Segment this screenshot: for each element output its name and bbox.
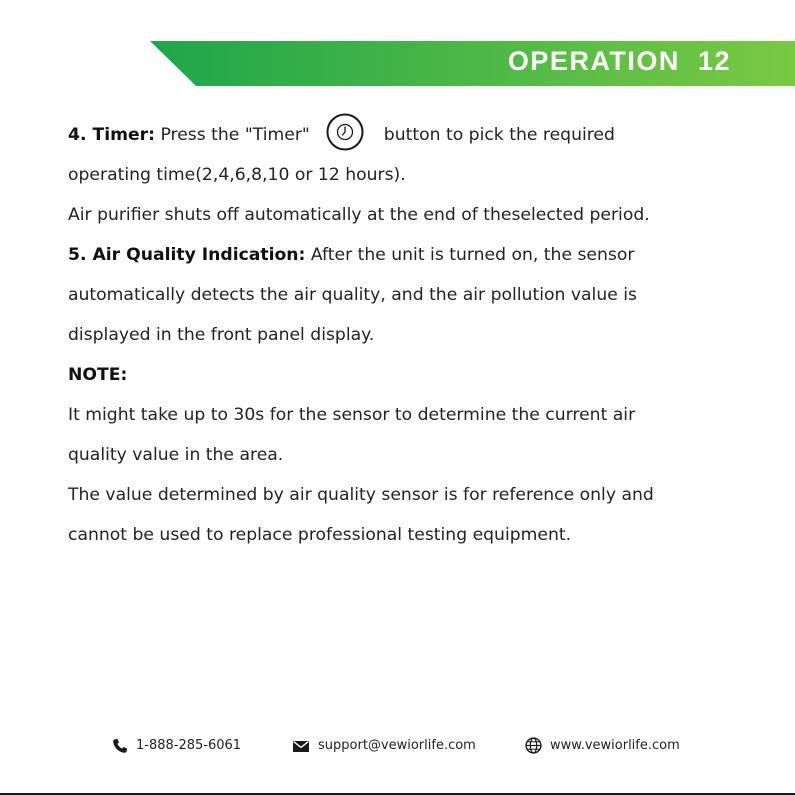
section-title: OPERATION <box>507 46 680 76</box>
air-quality-line-3: displayed in the front panel display. <box>68 325 375 345</box>
page-title <box>508 46 731 76</box>
timer-text: Press the "Timer" <box>155 125 310 145</box>
contact-footer <box>0 734 795 758</box>
timer-text-cont: button to pick the required <box>383 125 615 145</box>
phone-number: 1-888-285-6061 <box>136 738 242 753</box>
timer-line-3: Air purifier shuts off automatically at the end of theselected period. <box>68 205 650 225</box>
air-quality-text: After the unit is turned on, the sensor <box>305 245 635 265</box>
air-quality-line-2: automatically detects the air quality, and the air pollution value is <box>68 285 637 305</box>
air-quality-heading: 5. Air Quality Indication: <box>68 245 306 265</box>
note-line-3: The value determined by air quality sensor is for reference only and <box>68 485 654 505</box>
header-banner <box>0 0 795 86</box>
globe-icon <box>525 737 542 754</box>
timer-heading: 4. Timer: <box>68 125 156 145</box>
note-line-4: cannot be used to replace professional testing equipment. <box>68 525 572 545</box>
envelope-icon <box>292 738 310 754</box>
email-address: support@vewiorlife.com <box>318 738 476 753</box>
air-quality-line-1 <box>68 235 768 275</box>
note-heading: NOTE: <box>68 365 128 385</box>
note-heading-line <box>68 355 768 395</box>
timer-line-2: operating time(2,4,6,8,10 or 12 hours). <box>68 165 406 185</box>
page-number: 12 <box>697 46 731 76</box>
instructions-body <box>68 115 768 555</box>
timer-line-1 <box>68 115 768 155</box>
website-url: www.vewiorlife.com <box>550 738 680 753</box>
phone-icon <box>112 738 128 754</box>
note-line-1: It might take up to 30s for the sensor to determine the current air <box>68 405 636 425</box>
timer-clock-icon <box>326 113 364 151</box>
note-line-2: quality value in the area. <box>68 445 284 465</box>
